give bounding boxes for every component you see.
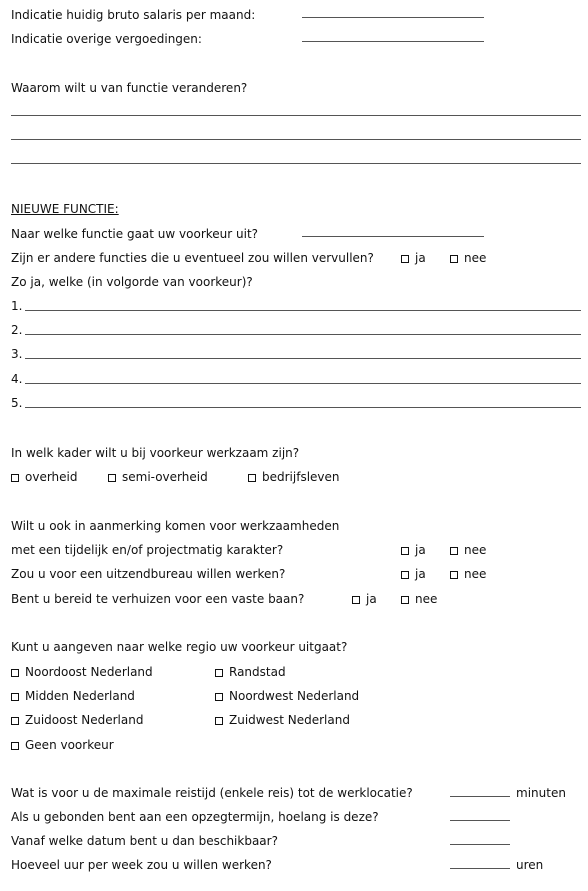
option-label: Geen voorkeur [25,738,114,752]
option-label: ja [415,251,426,265]
reason-line-3[interactable] [11,163,581,164]
region-option-geen-voorkeur[interactable] [11,738,114,752]
hours-unit: uren [516,858,544,872]
travel-time-field[interactable] [450,796,510,797]
which-functions-question: Zo ja, welke (in volgorde van voorkeur)? [11,275,253,289]
other-allowances-field[interactable] [302,41,484,42]
region-option-noordoost[interactable] [11,665,153,679]
relocate-question: Bent u bereid te verhuizen voor een vaste baan? [11,592,305,606]
new-function-heading: NIEUWE FUNCTIE: [11,202,119,216]
checkbox-icon[interactable] [401,255,409,263]
region-question: Kunt u aangeven naar welke regio uw voorkeur uitgaat? [11,640,348,654]
option-label: overheid [25,470,78,484]
reason-line-1[interactable] [11,115,581,116]
option-label: Noordoost Nederland [25,665,153,679]
notice-period-field[interactable] [450,820,510,821]
region-option-noordwest[interactable] [215,689,359,703]
function-line-5[interactable] [25,407,581,408]
checkbox-icon[interactable] [450,547,458,555]
travel-time-question: Wat is voor u de maximale reistijd (enkele reis) tot de werklocatie? [11,786,413,800]
region-option-zuidwest[interactable] [215,713,350,727]
reason-question: Waarom wilt u van functie veranderen? [11,81,248,95]
function-line-2[interactable] [25,334,581,335]
option-label: ja [415,543,426,557]
sector-option-bedrijfsleven[interactable] [248,470,340,484]
reason-line-2[interactable] [11,139,581,140]
option-label: Midden Nederland [25,689,135,703]
gross-salary-field[interactable] [302,17,484,18]
preferred-function-field[interactable] [302,236,484,237]
list-number-2: 2. [11,323,23,337]
checkbox-icon[interactable] [401,571,409,579]
checkbox-icon[interactable] [215,669,223,677]
checkbox-icon[interactable] [401,547,409,555]
other-allowances-label: Indicatie overige vergoedingen: [11,32,202,46]
option-label: nee [464,543,487,557]
sector-option-semi-overheid[interactable] [108,470,208,484]
checkbox-icon[interactable] [108,474,116,482]
relocate-no[interactable] [401,592,437,606]
temporary-work-no[interactable] [450,543,486,557]
checkbox-icon[interactable] [215,693,223,701]
option-label: Zuidoost Nederland [25,713,144,727]
travel-time-unit: minuten [516,786,566,800]
agency-question: Zou u voor een uitzendbureau willen werken? [11,567,286,581]
option-label: nee [464,251,487,265]
option-label: nee [415,592,438,606]
option-label: Zuidwest Nederland [229,713,350,727]
other-functions-no[interactable] [450,251,486,265]
region-option-zuidoost[interactable] [11,713,143,727]
list-number-3: 3. [11,347,23,361]
checkbox-icon[interactable] [248,474,256,482]
checkbox-icon[interactable] [11,717,19,725]
function-line-1[interactable] [25,310,581,311]
preferred-function-question: Naar welke functie gaat uw voorkeur uit? [11,227,259,241]
checkbox-icon[interactable] [450,255,458,263]
agency-yes[interactable] [401,567,426,581]
option-label: semi-overheid [122,470,208,484]
other-functions-yes[interactable] [401,251,426,265]
checkbox-icon[interactable] [11,669,19,677]
availability-date-field[interactable] [450,844,510,845]
sector-option-overheid[interactable] [11,470,78,484]
checkbox-icon[interactable] [11,742,19,750]
list-number-5: 5. [11,396,23,410]
relocate-yes[interactable] [352,592,377,606]
list-number-1: 1. [11,299,23,313]
hours-per-week-question: Hoeveel uur per week zou u willen werken? [11,858,272,872]
checkbox-icon[interactable] [352,596,360,604]
function-line-4[interactable] [25,383,581,384]
temporary-work-question-line2: met een tijdelijk en/of projectmatig karakter? [11,543,284,557]
sector-question: In welk kader wilt u bij voorkeur werkzaam zijn? [11,446,300,460]
temporary-work-question-line1: Wilt u ook in aanmerking komen voor werkzaamheden [11,519,340,533]
function-line-3[interactable] [25,358,581,359]
checkbox-icon[interactable] [215,717,223,725]
gross-salary-label: Indicatie huidig bruto salaris per maand: [11,8,256,22]
option-label: ja [366,592,377,606]
option-label: Randstad [229,665,286,679]
option-label: Noordwest Nederland [229,689,360,703]
checkbox-icon[interactable] [401,596,409,604]
option-label: ja [415,567,426,581]
checkbox-icon[interactable] [11,693,19,701]
other-functions-question: Zijn er andere functies die u eventueel zou willen vervullen? [11,251,374,265]
availability-date-question: Vanaf welke datum bent u dan beschikbaar? [11,834,278,848]
agency-no[interactable] [450,567,486,581]
temporary-work-yes[interactable] [401,543,426,557]
list-number-4: 4. [11,372,23,386]
option-label: bedrijfsleven [262,470,340,484]
checkbox-icon[interactable] [450,571,458,579]
hours-per-week-field[interactable] [450,868,510,869]
notice-period-question: Als u gebonden bent aan een opzegtermijn, hoelang is deze? [11,810,379,824]
option-label: nee [464,567,487,581]
region-option-randstad[interactable] [215,665,286,679]
region-option-midden[interactable] [11,689,135,703]
checkbox-icon[interactable] [11,474,19,482]
